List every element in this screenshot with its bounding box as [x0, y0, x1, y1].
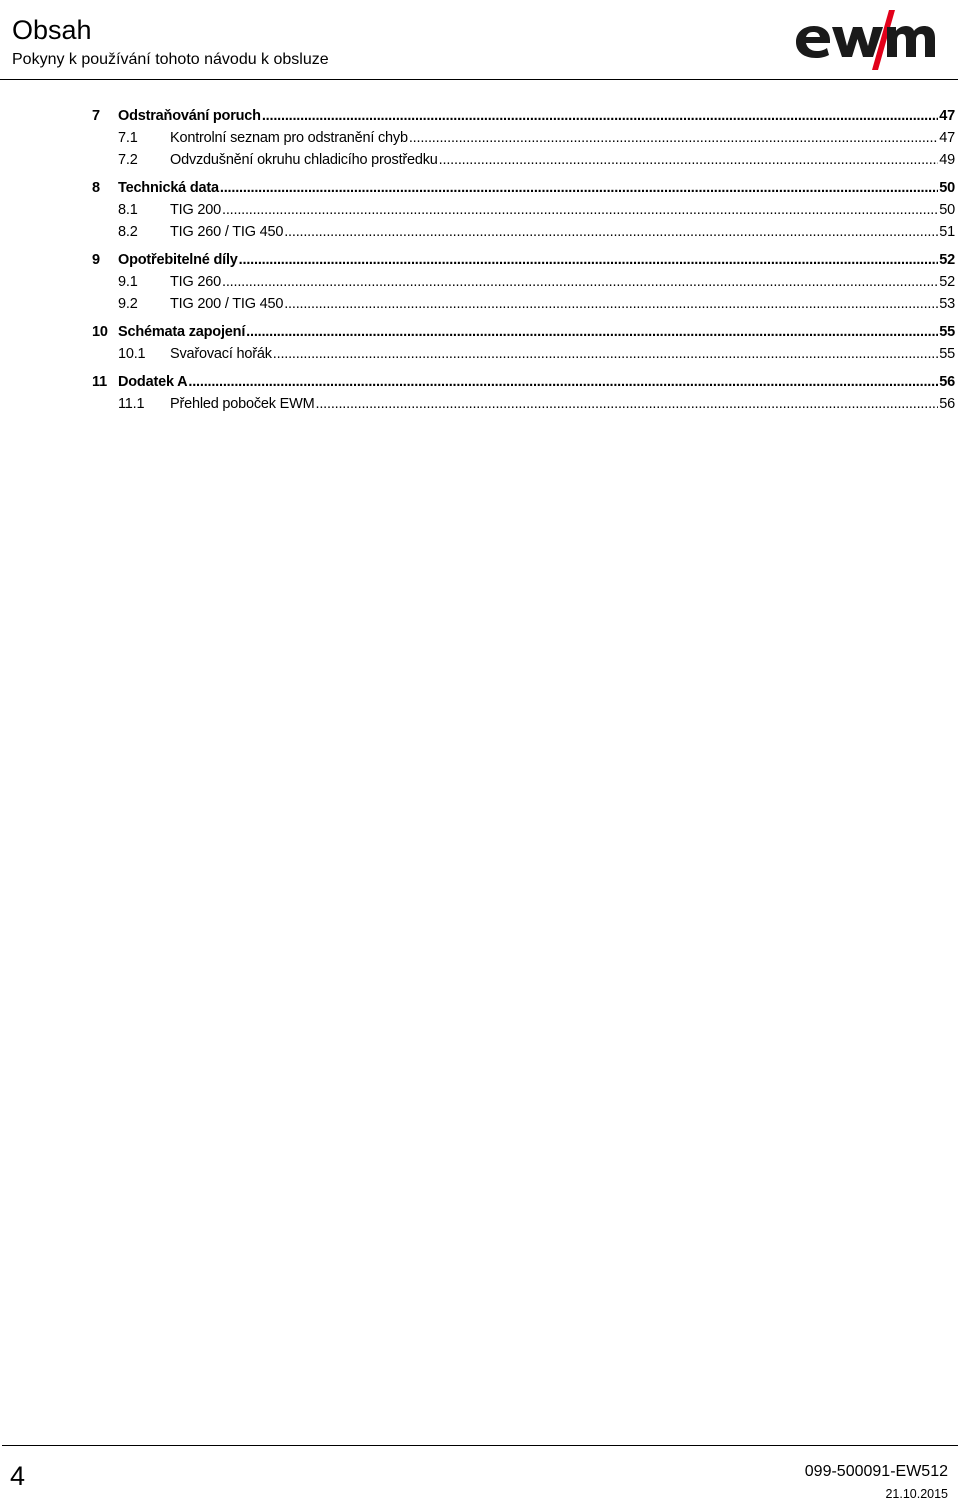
toc-section-title: Odstraňování poruch [118, 108, 261, 124]
toc-page-number: 51 [939, 224, 955, 240]
toc-leader [246, 321, 938, 343]
toc-item-7-1[interactable] [92, 127, 955, 149]
toc-item-title: TIG 200 [170, 202, 221, 218]
toc-section-number: 7 [92, 108, 100, 124]
toc-leader [262, 105, 938, 127]
toc-item-title: TIG 260 / TIG 450 [170, 224, 284, 240]
page-title: Obsah [12, 15, 92, 45]
toc-section-number: 11 [92, 374, 107, 390]
toc-item-number: 7.1 [118, 130, 138, 146]
toc-page-number: 56 [939, 396, 955, 412]
toc-page-number: 50 [939, 202, 955, 218]
toc-page-number: 47 [939, 108, 955, 124]
ewm-logo [792, 8, 938, 72]
toc-item-title: TIG 260 [170, 274, 221, 290]
toc-leader [222, 271, 938, 293]
toc-section-number: 10 [92, 324, 108, 340]
toc-leader [439, 149, 939, 171]
toc-page-number: 52 [939, 252, 955, 268]
toc-section-title: Opotřebitelné díly [118, 252, 238, 268]
toc-leader [273, 343, 938, 365]
toc-leader [409, 127, 938, 149]
toc-item-9-1[interactable] [92, 271, 955, 293]
toc-item-11-1[interactable] [92, 393, 955, 415]
toc-item-9-2[interactable] [92, 293, 955, 315]
header-divider [0, 79, 958, 80]
document-date: 21.10.2015 [885, 1487, 948, 1501]
document-id: 099-500091-EW512 [804, 1463, 948, 1480]
toc-section-8[interactable] [92, 177, 955, 199]
toc-item-number: 9.1 [118, 274, 138, 290]
table-of-contents [92, 105, 955, 415]
toc-item-number: 10.1 [118, 346, 146, 362]
toc-item-number: 7.2 [118, 152, 138, 168]
toc-section-10[interactable] [92, 321, 955, 343]
toc-item-number: 8.2 [118, 224, 138, 240]
toc-page-number: 52 [939, 274, 955, 290]
toc-section-title: Technická data [118, 180, 219, 196]
toc-page-number: 53 [939, 296, 955, 312]
toc-section-title: Schémata zapojení [118, 324, 246, 340]
toc-item-number: 8.1 [118, 202, 138, 218]
toc-item-title: Svařovací hořák [170, 346, 272, 362]
page-number: 4 [10, 1461, 26, 1491]
toc-section-number: 9 [92, 252, 100, 268]
toc-item-title: Odvzdušnění okruhu chladicího prostředku [170, 152, 438, 168]
toc-item-8-1[interactable] [92, 199, 955, 221]
toc-item-number: 11.1 [118, 396, 145, 412]
toc-item-8-2[interactable] [92, 221, 955, 243]
toc-leader [284, 293, 938, 315]
toc-section-7[interactable] [92, 105, 955, 127]
toc-section-title: Dodatek A [118, 374, 188, 390]
toc-item-title: Přehled poboček EWM [170, 396, 315, 412]
toc-leader [239, 249, 939, 271]
toc-item-7-2[interactable] [92, 149, 955, 171]
toc-section-number: 8 [92, 180, 100, 196]
toc-item-title: Kontrolní seznam pro odstranění chyb [170, 130, 408, 146]
toc-page-number: 55 [939, 346, 955, 362]
toc-item-title: TIG 200 / TIG 450 [170, 296, 284, 312]
toc-page-number: 56 [939, 374, 955, 390]
toc-leader [316, 393, 939, 415]
toc-item-number: 9.2 [118, 296, 138, 312]
footer-divider [2, 1445, 958, 1446]
toc-leader [284, 221, 938, 243]
toc-leader [188, 371, 938, 393]
toc-section-9[interactable] [92, 249, 955, 271]
toc-page-number: 50 [939, 180, 955, 196]
toc-page-number: 47 [939, 130, 955, 146]
toc-section-11[interactable] [92, 371, 955, 393]
page-subtitle: Pokyny k používání tohoto návodu k obsluze [12, 51, 329, 68]
toc-leader [220, 177, 938, 199]
toc-item-10-1[interactable] [92, 343, 955, 365]
toc-leader [222, 199, 938, 221]
toc-page-number: 55 [939, 324, 955, 340]
toc-page-number: 49 [939, 152, 955, 168]
